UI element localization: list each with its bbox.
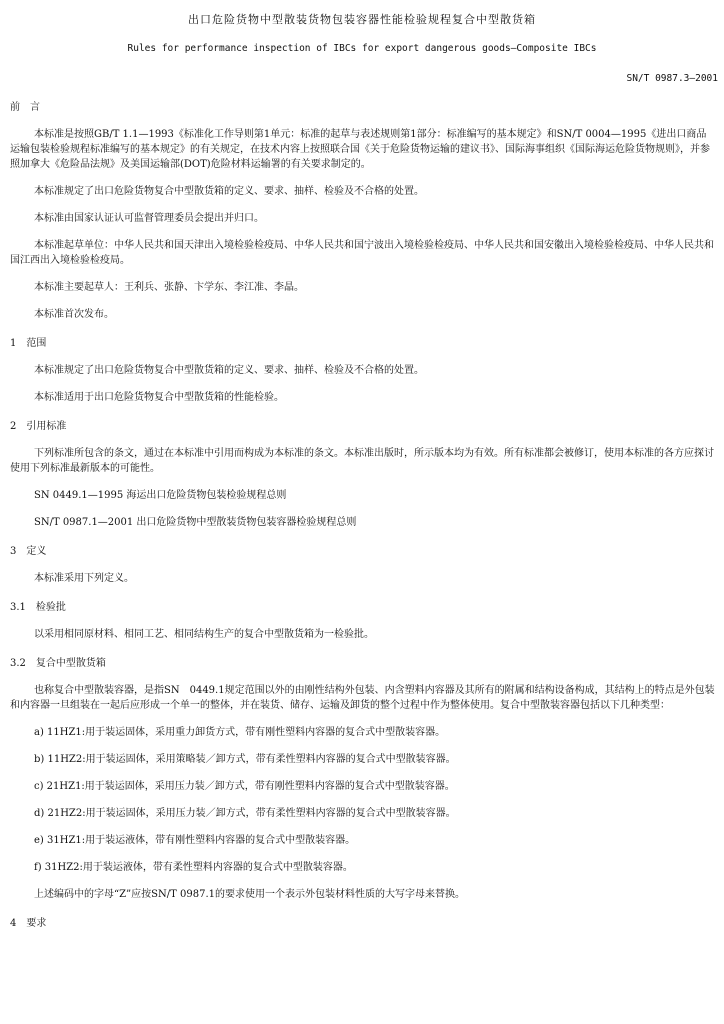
- foreword-heading: 前 言: [10, 102, 40, 113]
- reference-item: SN/T 0987.1—2001 出口危险货物中型散装货物包装容器检验规程总则: [34, 517, 357, 528]
- composite-ibc-definition: 也称复合中型散装容器，是指SN 0449.1规定范围以外的由刚性结构外包装、内含塑料内容器及其所有的附属和结构设备构成，其结构上的特点是外包装和内容器一旦组装在一起后应形成一个单一的整体，并在装货、储存、运输及卸货的整个过程中作为整体使用。复合中型散装容器包括以下几种类型：: [10, 685, 715, 711]
- definitions-para: 本标准采用下列定义。: [34, 573, 134, 584]
- document-title-en: Rules for performance inspection of IBCs for export dangerous goods—Composite IBCs: [127, 43, 597, 54]
- code-replacement-note: 上述编码中的字母“Z”应按SN/T 0987.1的要求使用一个表示外包装材料性质的大写字母来替换。: [34, 889, 465, 900]
- ibc-type-item: d) 21HZ2:用于装运固体，采用压力装／卸方式，带有柔性塑料内容器的复合式中型散装容器。: [34, 808, 456, 819]
- foreword-para: 本标准起草单位：中华人民共和国天津出入境检验检疫局、中华人民共和国宁波出入境检验检疫局、中华人民共和国安徽出入境检验检疫局、中华人民共和国江西出入境检验检疫局。: [10, 240, 714, 266]
- foreword-para: 本标准主要起草人：王利兵、张静、卞学东、李江准、李晶。: [34, 282, 304, 293]
- ibc-type-item: f) 31HZ2:用于装运液体，带有柔性塑料内容器的复合式中型散装容器。: [34, 862, 353, 873]
- scope-para: 本标准规定了出口危险货物复合中型散货箱的定义、要求、抽样、检验及不合格的处置。: [34, 365, 424, 376]
- section-heading-references: 2 引用标准: [10, 421, 67, 432]
- ibc-type-item: c) 21HZ1:用于装运固体，采用压力装／卸方式，带有刚性塑料内容器的复合式中型散装容器。: [34, 781, 455, 792]
- subsection-heading-lot: 3.1 检验批: [10, 602, 66, 613]
- standard-number: SN/T 0987.3—2001: [626, 73, 718, 84]
- ibc-type-item: e) 31HZ1:用于装运液体，带有刚性塑料内容器的复合式中型散装容器。: [34, 835, 356, 846]
- document-body: [10, 100, 716, 931]
- reference-item: SN 0449.1—1995 海运出口危险货物包装检验规程总则: [34, 490, 287, 501]
- subsection-heading-composite-ibc: 3.2 复合中型散货箱: [10, 658, 106, 669]
- foreword-para: 本标准由国家认证认可监督管理委员会提出并归口。: [34, 213, 264, 224]
- references-para: 下列标准所包含的条文，通过在本标准中引用而构成为本标准的条文。本标准出版时，所示版本均为有效。所有标准都会被修订，使用本标准的各方应探讨使用下列标准最新版本的可能性。: [10, 448, 714, 474]
- scope-para: 本标准适用于出口危险货物复合中型散货箱的性能检验。: [34, 392, 284, 403]
- section-heading-scope: 1 范围: [10, 338, 47, 349]
- document-title-cn: 出口危险货物中型散装货物包装容器性能检验规程复合中型散货箱: [188, 13, 536, 26]
- ibc-type-item: b) 11HZ2:用于装运固体，采用策略装／卸方式，带有柔性塑料内容器的复合式中型散装容器。: [34, 754, 456, 765]
- foreword-para: 本标准规定了出口危险货物复合中型散货箱的定义、要求、抽样、检验及不合格的处置。: [34, 186, 424, 197]
- ibc-type-item: a) 11HZ1:用于装运固体，采用重力卸货方式，带有刚性塑料内容器的复合式中型散装容器。: [34, 727, 446, 738]
- foreword-para: 本标准首次发布。: [34, 309, 114, 320]
- lot-definition: 以采用相同原材料、相同工艺、相同结构生产的复合中型散货箱为一检验批。: [34, 629, 374, 640]
- section-heading-definitions: 3 定义: [10, 546, 47, 557]
- foreword-para: 本标准是按照GB/T 1.1—1993《标准化工作导则第1单元：标准的起草与表述规则第1部分：标准编写的基本规定》和SN/T 0004—1995《进出口商品运输包装检验规程标准编写的基本规定》的有关规定，在技术内容上按照联合国《关于危险货物运输的建议书》、国际海事组织《国际海运危险货物规则》，并参照加拿大《危险品法规》及美国运输部(DOT)危险材料运输署的有关要求制定的。: [10, 129, 710, 170]
- section-heading-requirements: 4 要求: [10, 918, 47, 929]
